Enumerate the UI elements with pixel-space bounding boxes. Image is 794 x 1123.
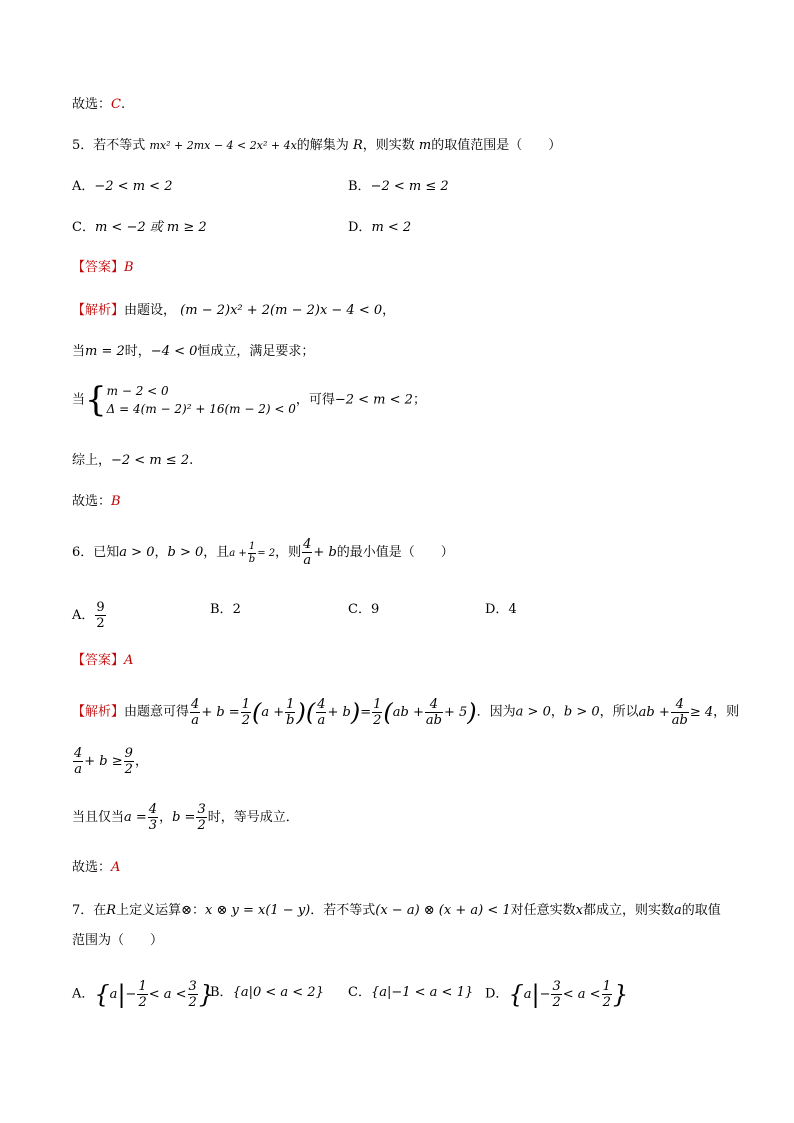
q5-analysis-line-1: 【解析】由题设， (m − 2)x² + 2(m − 2)x − 4 < 0， xyxy=(72,303,396,318)
q5-option-c: C．m < −2 或 m ≥ 2 xyxy=(72,220,207,235)
q5-option-b: B．−2 < m ≤ 2 xyxy=(348,179,449,194)
q6-option-c: C．9 xyxy=(348,602,380,617)
q6-analysis-line-3: 当且仅当a = $\frac{4}{3}$ ，b = $\frac{3}{2}$ 时，等号成立． xyxy=(72,802,299,833)
q6-expression: $\frac{4}{a}$ + b xyxy=(303,537,337,568)
q7-option-a: A．{a|− $\frac{1}{2}$ < a < $\frac{3}{2}$ } xyxy=(72,978,215,1010)
q6-option-b: B．2 xyxy=(210,602,241,617)
q7-option-c: C．{a|−1 < a < 1} xyxy=(348,985,474,1000)
q5-stem: 5．若不等式 mx² + 2mx − 4 < 2x² + 4x的解集为 R，则实数 m的取值范围是（ ） xyxy=(72,138,562,153)
q5-answer: 【答案】B xyxy=(72,260,134,275)
q5-analysis-line-4: 综上，−2 < m ≤ 2. xyxy=(72,453,194,468)
q5-analysis-line-2: 当m = 2时，−4 < 0恒成立，满足要求； xyxy=(72,344,315,359)
q7-stem-line-1: 7．在R上定义运算⊗：x ⊗ y = x(1 − y)．若不等式(x − a) ⊗ (x + a) < 1对任意实数x都成立，则实数a的取值 xyxy=(72,903,721,918)
q6-final-answer: 故选：A xyxy=(72,860,121,875)
q7-option-d: D．{a|− $\frac{3}{2}$ < a < $\frac{1}{2}$ } xyxy=(485,978,629,1010)
q5-final-answer: 故选：B xyxy=(72,494,121,509)
q5-option-d: D．m < 2 xyxy=(348,220,412,235)
q5-analysis-line-3: 当{ m − 2 < 0 Δ = 4(m − 2)² + 16(m − 2) < 0 ，可得−2 < m < 2； xyxy=(72,380,426,420)
q7-option-b: B．{a|0 < a < 2} xyxy=(210,985,324,1000)
q6-analysis-line-2: $\frac{4}{a}$ + b ≥ $\frac{9}{2}$ ， xyxy=(74,746,148,777)
q4-answer-letter: C xyxy=(111,97,121,112)
inequality-system: m − 2 < 0 Δ = 4(m − 2)² + 16(m − 2) < 0 xyxy=(106,384,296,416)
q6-condition: a + $\frac{1}{b}$ = 2 xyxy=(229,541,276,565)
q5-inequality: mx² + 2mx − 4 < 2x² + 4x xyxy=(149,139,297,152)
q5-option-a: A．−2 < m < 2 xyxy=(72,179,173,194)
q7-stem-line-2: 范围为（ ） xyxy=(72,933,164,948)
q6-analysis-line-1: 【解析】由题意可得 $\frac{4}{a}$ + b = $\frac{1}{2}$ (a + $\frac{1}{b}$ )( $\frac{4}{a}$ + b)= $\frac{1}{2}$ (ab + $\frac{4}{ab}$ + 5)．因为a > 0，b > 0，所以ab + $\frac{4}{ab}$ ≥ 4，则 xyxy=(72,696,740,728)
q6-derivation: $\frac{4}{a}$ + b = $\frac{1}{2}$ (a + $\frac{1}{b}$ )( $\frac{4}{a}$ + b)= $\frac{1}{2}$ (ab + $\frac{4}{ab}$ + 5) xyxy=(191,696,477,728)
q6-option-a: A． $\frac{9}{2}$ xyxy=(72,600,105,631)
q4-final-answer: 故选：C. xyxy=(72,97,126,112)
analysis-label: 【解析】 xyxy=(72,303,125,318)
q6-stem: 6．已知a > 0，b > 0，且a + $\frac{1}{b}$ = 2，则 $\frac{4}{a}$ + b的最小值是（ ） xyxy=(72,537,454,568)
left-brace: { xyxy=(85,380,107,420)
q6-answer: 【答案】A xyxy=(72,653,134,668)
q6-option-d: D．4 xyxy=(485,602,517,617)
